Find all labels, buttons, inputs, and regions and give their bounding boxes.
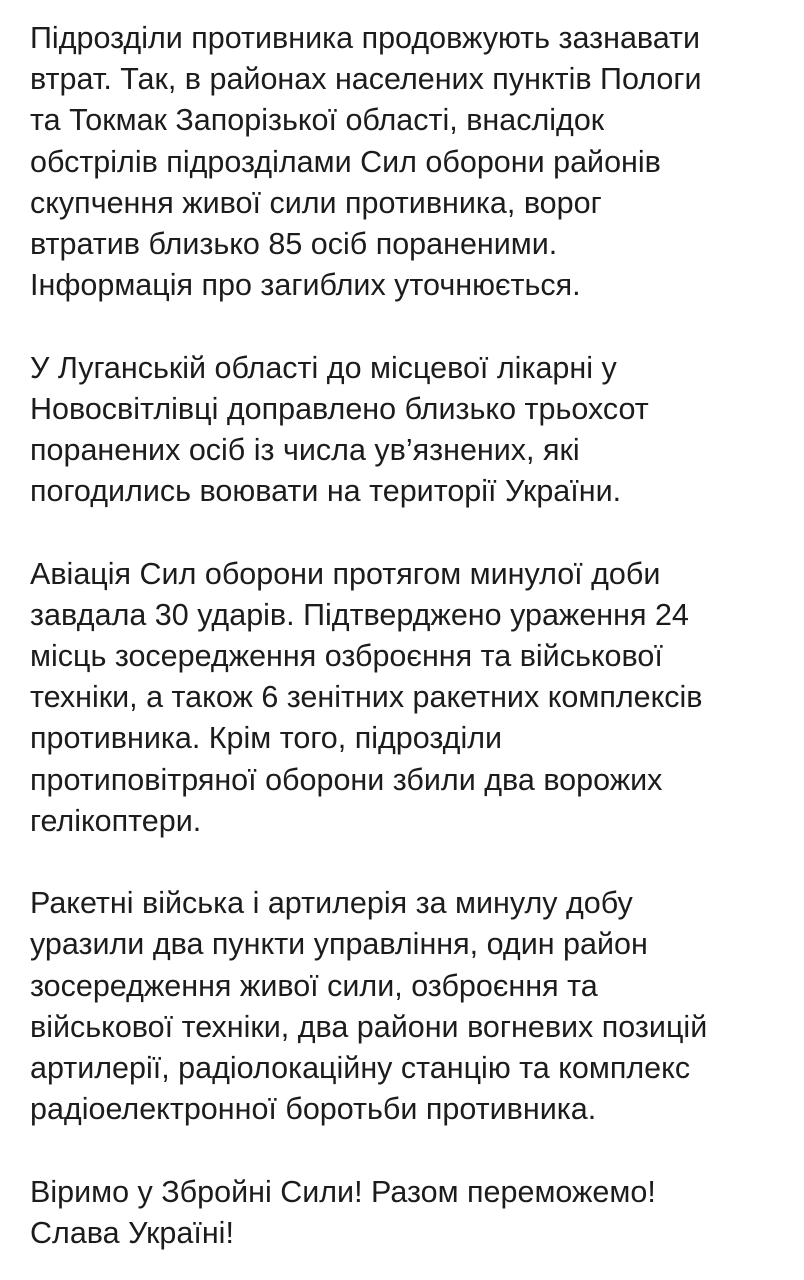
text-line: артилерії, радіолокаційну станцію та комплекс <box>30 1051 691 1086</box>
text-line: Новосвітлівці доправлено близько трьохсот <box>30 391 649 426</box>
text-line: поранених осіб із числа ув’язнених, які <box>30 433 580 468</box>
text-line: завдала 30 ударів. Підтверджено ураження 24 <box>30 597 689 632</box>
text-line: Підрозділи противника продовжують зазнавати <box>30 21 701 55</box>
text-line: місць зосередження озброєння та військової <box>30 639 663 674</box>
text-line: Ракетні війська і артилерія за минулу добу <box>30 886 633 921</box>
text-line: Авіація Сил оборони протягом минулої доби <box>30 556 661 591</box>
text-line: Віримо у Збройні Сили! Разом переможемо! <box>30 1174 656 1209</box>
paragraph-spacer <box>30 1130 776 1171</box>
paragraph-spacer <box>30 512 776 553</box>
text-line: втрат. Так, в районах населених пунктів Пологи <box>30 62 702 97</box>
text-line: противника. Крім того, підрозділи <box>30 721 503 756</box>
paragraph-luhansk <box>30 348 776 513</box>
text-line: зосередження живої сили, озброєння та <box>30 968 598 1003</box>
text-line: радіоелектронної боротьби противника. <box>30 1092 597 1127</box>
paragraph-enemy-losses <box>30 18 776 306</box>
text-line: обстрілів підрозділами Сил оборони районів <box>30 144 661 179</box>
text-line: втратив близько 85 осіб пораненими. <box>30 227 558 262</box>
text-line: погодились воювати на території України. <box>30 474 622 509</box>
text-line: та Токмак Запорізької області, внаслідок <box>30 103 605 138</box>
text-line: скупчення живої сили противника, ворог <box>30 185 602 220</box>
paragraph-aviation <box>30 554 776 842</box>
text-line: військової техніки, два райони вогневих позицій <box>30 1009 708 1044</box>
paragraph-closing <box>30 1172 776 1254</box>
paragraph-artillery <box>30 883 776 1130</box>
text-line: гелікоптери. <box>30 803 202 838</box>
text-line: Інформація про загиблих уточнюється. <box>30 268 581 303</box>
text-line: Слава Україні! <box>30 1215 234 1250</box>
text-line: техніки, а також 6 зенітних ракетних комплексів <box>30 680 703 715</box>
text-line: У Луганській області до місцевої лікарні у <box>30 350 617 385</box>
paragraph-spacer <box>30 306 776 347</box>
text-line: протиповітряної оборони збили два ворожих <box>30 762 663 797</box>
paragraph-spacer <box>30 842 776 883</box>
text-line: уразили два пункти управління, один район <box>30 927 648 962</box>
